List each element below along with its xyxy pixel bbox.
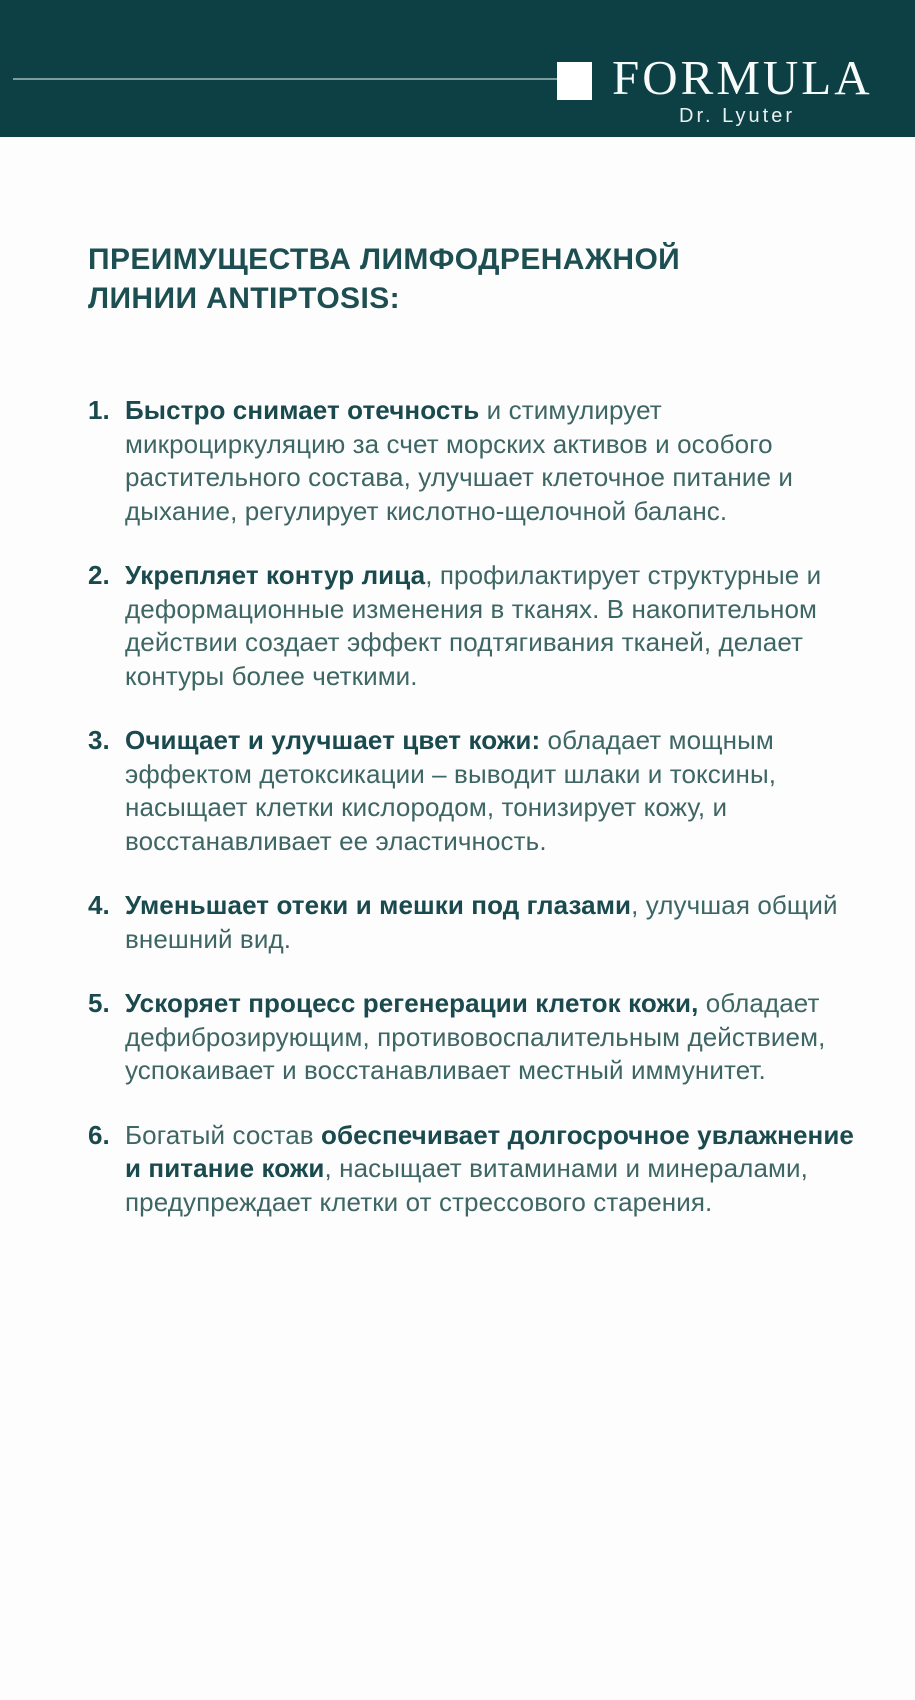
brand-logo [612,50,873,128]
item-number: 6. [88,1119,110,1150]
item-text-rest: , улучшая общий внешний вид. [125,890,838,954]
item-text-bold: Быстро снимает отечность [125,395,480,425]
item-text-rest: обладает мощным эффектом детоксикации – выводит шлаки и токсины, насыщает клетки кислородом, тонизирует кожу, и восстанавливает ее эластичность. [125,725,777,856]
header-band [0,0,915,137]
brand-logo-subtext: Dr. Lyuter [679,105,795,127]
page-title: ПРЕИМУЩЕСТВА ЛИМФОДРЕНАЖНОЙ ЛИНИИ ANTIPTOSIS: [88,243,681,315]
item-text [125,724,857,858]
item-text-rest: обладает дефиброзирующим, противовоспалительным действием, успокаивает и восстанавливает местный иммунитет. [125,988,826,1085]
item-text-rest: и стимулирует микроциркуляцию за счет морских активов и особого растительного состава, улучшает клеточное питание и дыхание, регулирует кислотно-щелочной баланс. [125,395,793,526]
item-number: 2. [88,560,110,590]
brand-logo-text: FORMULA [612,50,873,105]
list-item [88,889,915,956]
item-number: 1. [88,395,110,425]
brand-square-mark-icon [557,62,592,100]
item-number: 5. [88,988,110,1018]
item-text-rest: , профилактирует структурные и деформационные изменения в тканях. В накопительном действии создает эффект подтягивания тканей, делает контуры более четкими. [125,560,822,691]
item-text-bold: обеспечивает долгосрочное увлажнение и питание кожи [125,1119,854,1183]
item-number: 4. [88,890,110,920]
header-divider-line [13,78,557,80]
item-text [125,559,857,693]
list-item [88,394,915,528]
benefits-list [0,394,915,1219]
list-item [88,559,915,693]
item-text [125,889,857,956]
list-item [88,987,915,1088]
main-content [0,137,915,1250]
item-text-bold: Укрепляет контур лица [125,560,426,590]
list-item [88,1119,915,1220]
item-text-bold: Ускоряет процесс регенерации клеток кожи, [125,988,699,1018]
item-number: 3. [88,725,110,755]
item-text [125,394,857,528]
item-text-rest: , насыщает витаминами и минералами, предупреждает клетки от стрессового старения. [125,1153,808,1217]
item-text [125,987,857,1088]
item-text-bold: Очищает и улучшает цвет кожи: [125,725,541,755]
item-text-bold: Уменьшает отеки и мешки под глазами [125,890,632,920]
item-text [125,1119,857,1220]
item-text-prefix: Богатый состав [125,1119,322,1150]
list-item [88,724,915,858]
